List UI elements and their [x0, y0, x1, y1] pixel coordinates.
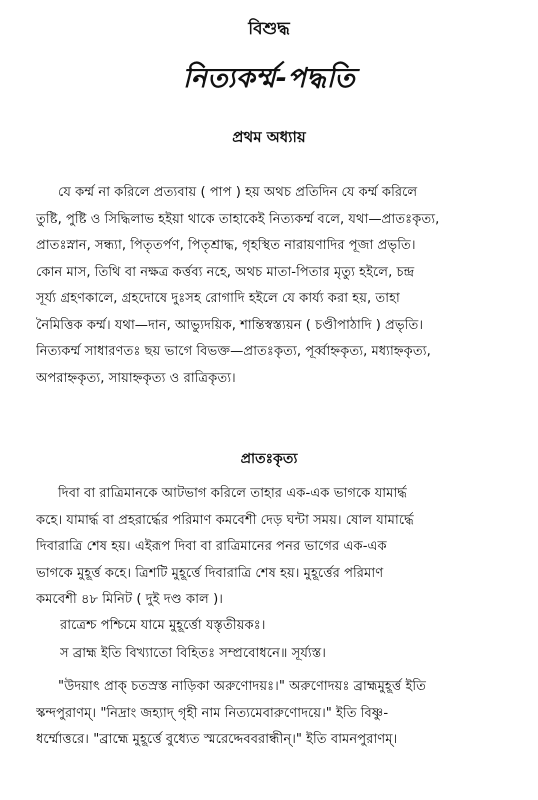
text-line: নৈমিত্তিক কর্ম্ম। যথা—দান, আভ্যুদয়িক, শান্তিস্বস্ত্যয়ন ( চণ্ডীপাঠাদি ) প্রভৃতি।	[36, 317, 424, 333]
text-line: রাত্রেশ্চ পশ্চিমে যামে মুহূর্ত্তো যস্তৃতীয়কঃ।	[60, 618, 266, 633]
text-line: নিত্যকর্ম্ম সাধারণতঃ ছয় ভাগে বিভক্ত—প্রাতঃকৃত্য, পূর্ব্বাহ্নকৃত্য, মধ্যাহ্নকৃত্য,	[36, 344, 431, 359]
text-line: "উদয়াৎ প্রাক্ চতস্রস্ত নাড়িকা অরুণোদয়ঃ।" অরুণোদয়ঃ ব্রাহ্মমুহূর্ত্ত ইতি	[58, 679, 426, 694]
chapter-heading: প্রথম অধ্যায়	[232, 128, 306, 146]
text-line: সূর্য্য গ্রহণকালে, গ্রহদোষে দুঃসহ রোগাদি হইলে যে কার্য্য করা হয়, তাহা	[36, 291, 400, 306]
page-title: নিত্যকর্ম্ম-পদ্ধতি	[182, 63, 356, 94]
section-paragraph	[36, 481, 506, 614]
text-line: অপরাহ্নকৃত্য, সায়াহ্নকৃত্য ও রাত্রিকৃত্য।	[36, 370, 236, 386]
text-line: ধর্ম্মোত্তরে। "ব্রাহ্মে মুহূর্ত্তে বুধ্যেত স্মরেদ্দেববরান্ধীন্।" ইতি বামনপুরাণম্।	[36, 732, 398, 747]
section-heading: প্রাতঃকৃত্য	[240, 451, 298, 467]
text-line: স্কন্দপুরাণম্। "নিদ্রাং জহ্যাদ্ গৃহী নাম নিত্যমেবারুণোদয়ে।" ইতি বিষ্ণু-	[36, 705, 389, 721]
quote-paragraph	[36, 674, 506, 754]
text-line: ভাগকে মুহূর্ত্ত কহে। ত্রিশটি মুহূর্ত্তে দিবারাত্রি শেষ হয়। মুহূর্ত্তের পরিমাণ	[36, 565, 384, 581]
top-heading: বিশুদ্ধ	[248, 19, 290, 39]
intro-paragraph	[36, 180, 506, 392]
text-line: যে কর্ম্ম না করিলে প্রত্যবায় ( পাপ ) হয় অথচ প্রতিদিন যে কর্ম্ম করিলে	[58, 185, 418, 200]
verse-line	[60, 613, 506, 640]
text-line: প্রাতঃস্নান, সন্ধ্যা, পিতৃতর্পণ, পিতৃশ্রাদ্ধ, গৃহস্থিত নারায়ণাদির পূজা প্রভৃতি।	[36, 238, 416, 253]
text-line: স ব্রাহ্ম ইতি বিখ্যাতো বিহিতঃ সম্প্রবোধনে॥ সূর্য্যস্ত।	[60, 646, 326, 661]
verse-line	[60, 641, 506, 668]
text-line: দিবা বা রাত্রিমানকে আটভাগ করিলে তাহার এক-এক ভাগকে যামার্দ্ধ	[58, 486, 407, 501]
text-line: কহে। যামার্দ্ধ বা প্রহরার্দ্ধের পরিমাণ কমবেশী দেড় ঘন্টা সময়। ষোল যামার্দ্ধে	[36, 512, 414, 528]
text-line: কোন মাস, তিথি বা নক্ষত্র কর্ত্তব্য নহে, অথচ মাতা-পিতার মৃত্যু হইলে, চন্দ্র	[36, 264, 415, 280]
text-line: দিবারাত্রি শেষ হয়। এইরূপ দিবা বা রাত্রিমানের পনর ভাগের এক-এক	[36, 539, 387, 554]
text-line: তুষ্টি, পুষ্টি ও সিদ্ধিলাভ হইয়া থাকে তাহাকেই নিত্যকর্ম্ম বলে, যথা—প্রাতঃকৃত্য,	[36, 211, 440, 227]
text-line: কমবেশী ৪৮ মিনিট ( দুই দণ্ড কাল )।	[36, 592, 223, 607]
